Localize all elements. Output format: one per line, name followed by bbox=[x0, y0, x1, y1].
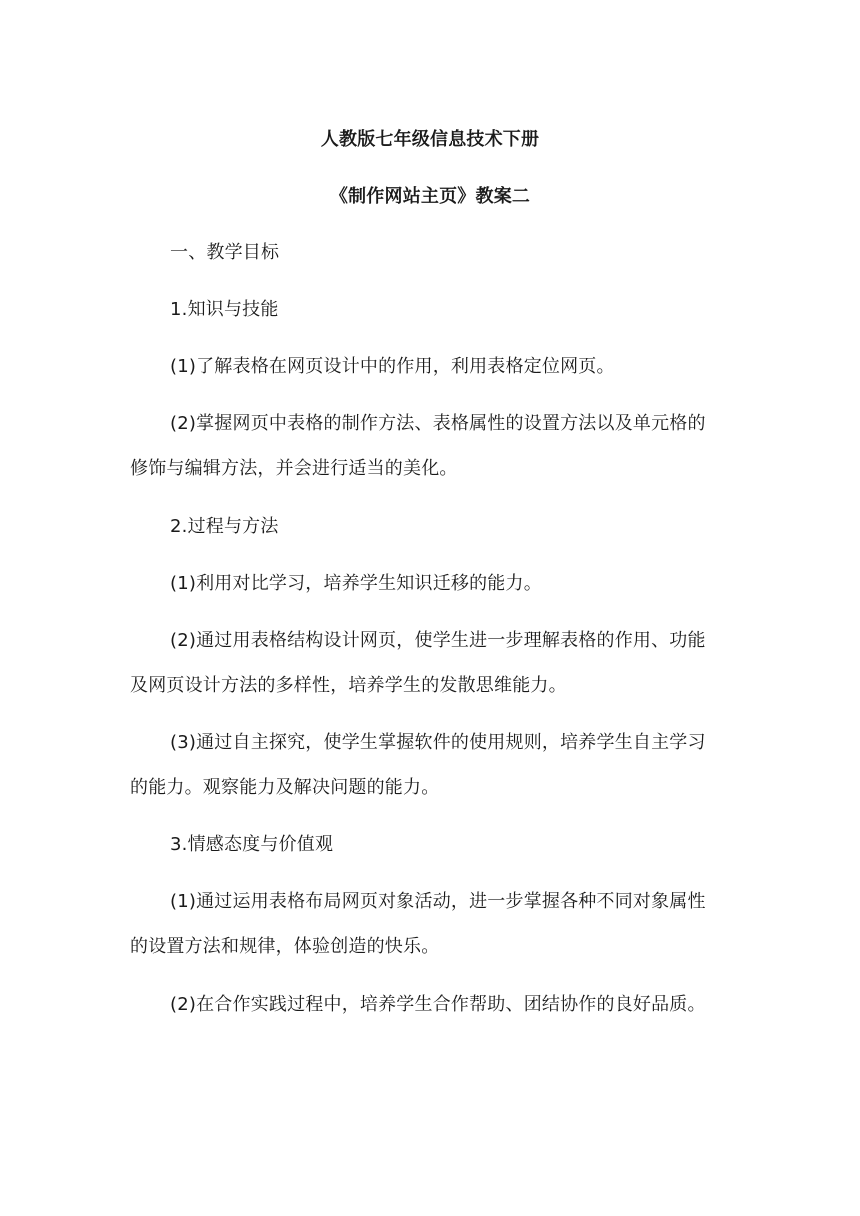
subheading-knowledge-skills: 1.知识与技能 bbox=[170, 299, 279, 320]
paragraph-attitude-1-line1: (1)通过运用表格布局网页对象活动，进一步掌握各种不同对象属性 bbox=[170, 891, 706, 912]
paragraph-process-2-line1: (2)通过用表格结构设计网页，使学生进一步理解表格的作用、功能 bbox=[170, 630, 706, 651]
document-subtitle: 《制作网站主页》教案二 bbox=[329, 186, 531, 207]
paragraph-process-3-line1: (3)通过自主探究，使学生掌握软件的使用规则，培养学生自主学习 bbox=[170, 732, 706, 753]
paragraph-process-3-line2: 的能力。观察能力及解决问题的能力。 bbox=[130, 777, 440, 798]
paragraph-process-1: (1)利用对比学习，培养学生知识迁移的能力。 bbox=[170, 573, 542, 594]
paragraph-attitude-2: (2)在合作实践过程中，培养学生合作帮助、团结协作的良好品质。 bbox=[170, 994, 706, 1015]
paragraph-knowledge-2-line2: 修饰与编辑方法，并会进行适当的美化。 bbox=[130, 458, 458, 479]
paragraph-attitude-1-line2: 的设置方法和规律，体验创造的快乐。 bbox=[130, 936, 440, 957]
document-title: 人教版七年级信息技术下册 bbox=[320, 129, 540, 150]
paragraph-knowledge-1: (1)了解表格在网页设计中的作用，利用表格定位网页。 bbox=[170, 356, 615, 377]
paragraph-process-2-line2: 及网页设计方法的多样性，培养学生的发散思维能力。 bbox=[130, 675, 567, 696]
paragraph-knowledge-2-line1: (2)掌握网页中表格的制作方法、表格属性的设置方法以及单元格的 bbox=[170, 413, 706, 434]
subheading-attitude-values: 3.情感态度与价值观 bbox=[170, 834, 334, 855]
subheading-process-methods: 2.过程与方法 bbox=[170, 516, 279, 537]
section-heading-teaching-goals: 一、教学目标 bbox=[170, 242, 280, 263]
